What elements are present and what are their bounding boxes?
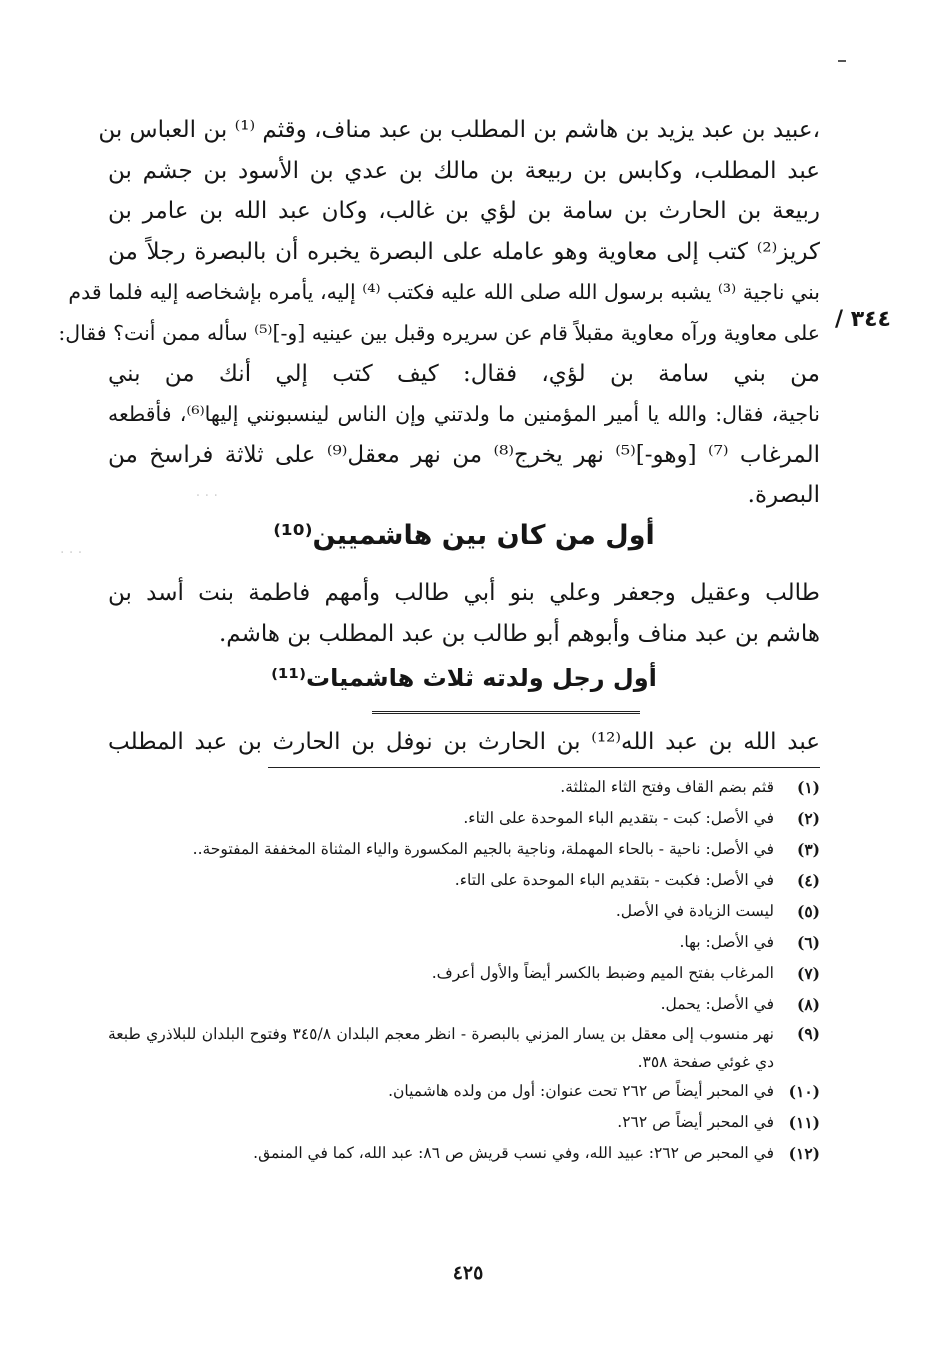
footnote: [108, 834, 820, 865]
footnote: [108, 927, 820, 958]
footnote-text: في الأصل: كبت - بتقديم الباء الموحدة على التاء.: [463, 809, 774, 827]
footnote-text: في المحبر أيضاً ص ٢٦٢ تحت عنوان: أول من ولده هاشميان.: [388, 1082, 774, 1100]
footnote-separator: [268, 767, 820, 768]
corner-mark: [838, 60, 846, 62]
footnote: [108, 1138, 820, 1169]
footnote-number: (٩): [796, 1024, 820, 1043]
footnote-text: في الأصل: ناحية - بالحاء المهملة، وناجية بالجيم المكسورة والياء المثناة المخففة المفتوحة..: [192, 840, 774, 858]
section-paragraph: [108, 722, 820, 763]
text-line: كريز⁽²⁾ كتب إلى معاوية وهو عامله على البصرة يخبره أن بالبصرة رجلاً من: [108, 238, 820, 265]
footnote-text: ليست الزيادة في الأصل.: [615, 902, 774, 920]
text-line: عبد الله بن عبد الله⁽¹²⁾ بن الحارث بن نوفل بن الحارث بن عبد المطلب: [108, 729, 820, 755]
bleed-through-text: · · ·: [60, 545, 83, 561]
footnote-number: (١١): [788, 1113, 820, 1132]
text-line: على معاوية ورآه معاوية مقبلاً قام عن سريره وقبل بين عينيه [و-]⁽⁵⁾ سأله ممن أنت؟ فقال:: [58, 320, 820, 345]
section-heading: أول رجل ولدته ثلاث هاشميات⁽¹¹⁾: [271, 664, 657, 692]
footnote: [108, 865, 820, 896]
margin-manuscript-reference: ٣٤٤ /: [835, 307, 891, 332]
footnote-number: (٧): [796, 964, 820, 983]
footnote: [108, 1020, 820, 1076]
text-line: بني ناجية ⁽³⁾ يشبه برسول الله صلى الله عليه فكتب ⁽⁴⁾ إليه، يأمره بإشخاصه إليه فلما قدم: [68, 280, 820, 305]
text-line: البصرة.: [747, 482, 820, 509]
footnote-text: المرغاب بفتح الميم وضبط بالكسر أيضاً والأول أعرف.: [431, 964, 774, 982]
footnote-text: في الأصل: فكبت - بتقديم الباء الموحدة على التاء.: [454, 871, 774, 889]
footnote-text: نهر منسوب إلى معقل بن يسار المزني بالبصرة - انظر معجم البلدان ٣٤٥/٨ وفتوح البلدان للبلاذري طبعة دي غوئي صفحة ٣٥٨.: [108, 1025, 774, 1071]
bleed-through-text: · · ·: [195, 488, 218, 504]
section-heading: أول من كان بين هاشميين⁽¹⁰⁾: [273, 520, 655, 551]
text-line: طالب وعقيل وجعفر وعلي بنو أبي طالب وأمهم فاطمة بنت أسد بن: [108, 580, 820, 606]
footnote-number: (١٢): [788, 1144, 820, 1163]
text-line: ناجية، فقال: والله يا أمير المؤمنين ما ولدتني وإن الناس لينسبونني إليها⁽⁶⁾، فأقطعه: [108, 402, 821, 427]
text-line: هاشم بن عبد مناف وأبوهم أبو طالب بن عبد المطلب بن هاشم.: [218, 620, 820, 647]
footnote: [108, 772, 820, 803]
text-line: ربيعة بن الحارث بن سامة بن لؤي بن غالب، وكان عبد الله بن عامر بن: [108, 198, 820, 225]
footnote-number: (١٠): [788, 1082, 820, 1101]
footnote-text: في المحبر أيضاً ص ٢٦٢.: [617, 1113, 774, 1131]
footnote-text: في المحبر ص ٢٦٢: عبيد الله، وفي نسب قريش ص ٨٦: عبد الله، كما في المنمق.: [253, 1144, 774, 1162]
footnote-text: قثم بضم القاف وفتح الثاء المثلثة.: [560, 778, 774, 796]
footnote-number: (٢): [796, 809, 820, 828]
footnote-number: (٣): [796, 840, 820, 859]
heading-underline: [372, 711, 640, 714]
footnote-number: (٤): [796, 871, 820, 890]
footnote: [108, 1107, 820, 1138]
footnote-text: في الأصل: بها.: [679, 933, 774, 951]
footnote-text: في الأصل: يحمل.: [660, 995, 774, 1013]
footnote: [108, 989, 820, 1020]
footnote: [108, 958, 820, 989]
footnote-number: (٦): [796, 933, 820, 952]
footnote-number: (٨): [796, 995, 820, 1014]
text-line: ،عبيد بن عبد يزيد بن هاشم بن المطلب بن عبد مناف، وقثم ⁽¹⁾ بن العباس بن: [98, 117, 820, 143]
page-number: ٤٢٥: [452, 1262, 484, 1284]
footnote: [108, 1076, 820, 1107]
text-line: من بني سامة بن لؤي، فقال: كيف كتب إلي أنك من بني: [108, 360, 820, 387]
footnote: [108, 896, 820, 927]
footnote-number: (١): [796, 778, 820, 797]
footnote: [108, 803, 820, 834]
section-paragraph: [108, 573, 820, 654]
text-line: المرغاب ⁽⁷⁾ [وهو-]⁽⁵⁾ نهر يخرج⁽⁸⁾ من نهر معقل⁽⁹⁾ على ثلاثة فراسخ من: [108, 441, 820, 468]
text-line: عبد المطلب، وكابس بن ربيعة بن مالك بن عدي بن الأسود بن جشم بن: [108, 157, 820, 184]
footnotes: [108, 772, 820, 1169]
main-paragraph: [58, 110, 821, 516]
footnote-number: (٥): [796, 902, 820, 921]
